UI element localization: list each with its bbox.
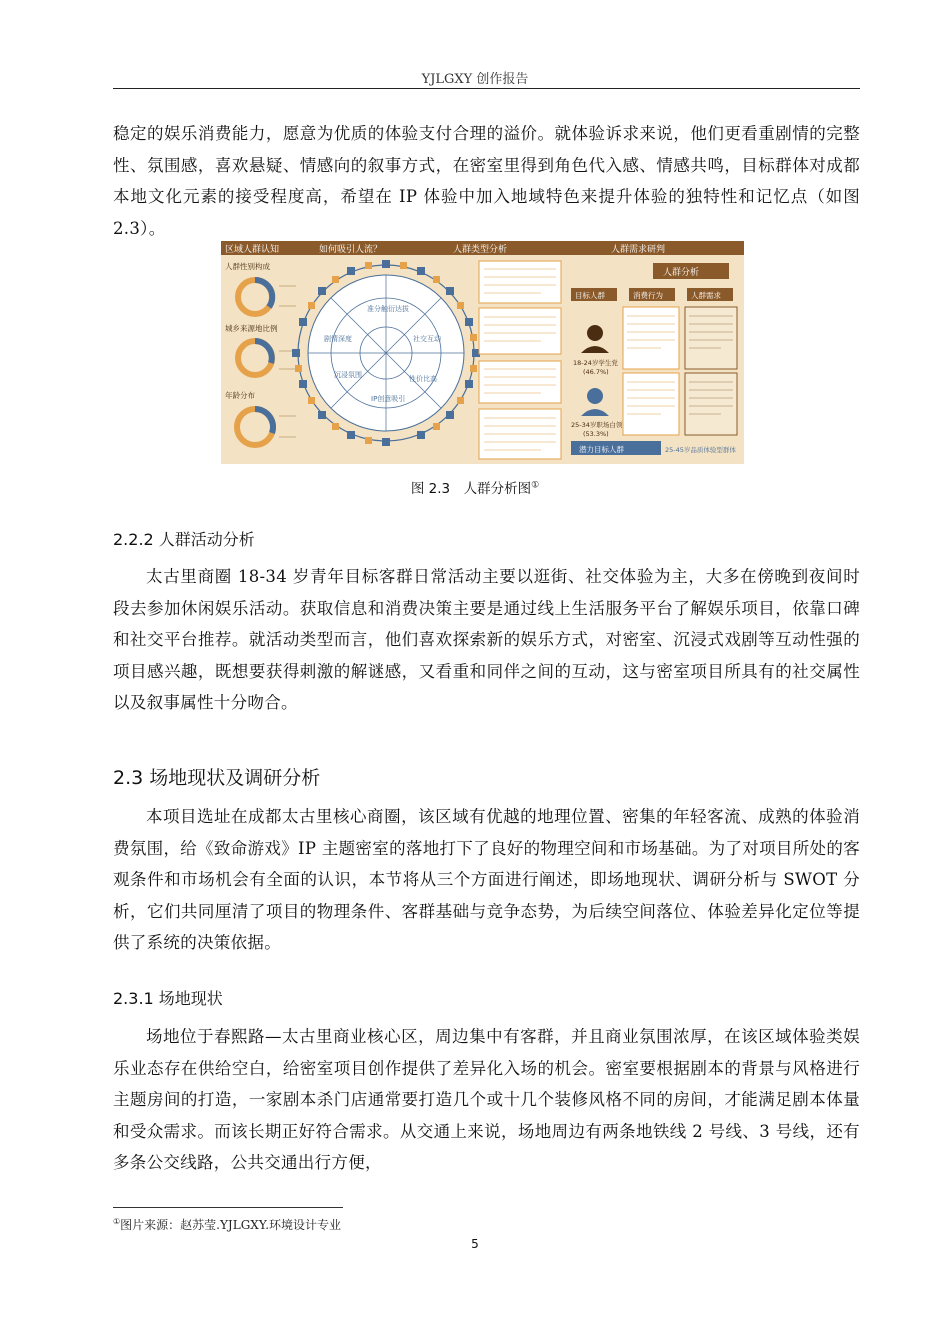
fig-tab-2: 如何吸引人流？ (319, 245, 383, 255)
persona-1: 18-24岁学生党 (573, 359, 618, 367)
section-2-2-2-heading: 2.2.2 人群活动分析 (113, 530, 255, 549)
fig-tab-1: 区域人群认知 (225, 245, 280, 255)
wheel-label-1: 准分触衍达拔 (367, 305, 409, 313)
page-number: 5 (471, 1237, 479, 1251)
running-header: YJLGXY 创作报告 (421, 72, 529, 87)
persona-2: 25-34岁职场白领 (571, 421, 623, 429)
wheel-label-6: IP创意吸引 (371, 395, 406, 403)
section-2-3-1-paragraph: 场地位于春熙路—太古里商业核心区，周边集中有客群，并且商业氛围浓厚，在该区域体验类娱乐业态存在供给空白，给密室项目创作提供了差异化入场的机会。密室要根据剧本的背景与风格进行主题房间的打造，一家剧本杀门店通常要打造几个或十几个装修风格不同的房间，才能满足剧本体量和受众需求。而该长期正好符合需求。从交通上来说，场地周边有两条地铁线 2 号线、3 号线，还有多条公交线路，公共交通出行方便， (113, 1027, 860, 1172)
fig-tab-3: 人群类型分析 (453, 245, 508, 255)
wheel-label-3: 沉浸氛围 (334, 371, 362, 379)
section-2-3-heading: 2.3 场地现状及调研分析 (113, 767, 321, 789)
fig-left-label-2: 城乡来源地比例 (225, 324, 278, 333)
figure-caption-text: 图 2.3 人群分析图 (410, 481, 532, 497)
footnote-rule (113, 1207, 343, 1208)
fig-left-label-3: 年龄分布 (225, 391, 255, 400)
fig-right-title: 人群分析 (663, 268, 700, 278)
header-rule (113, 88, 860, 89)
section-2-3-1-heading: 2.3.1 场地现状 (113, 989, 223, 1008)
persona-1-pct: (46.7%) (583, 368, 609, 376)
fig-bottom-bar: 潜力目标人群 (579, 445, 624, 454)
wheel-label-4: 社交互动 (413, 335, 441, 343)
footnote (113, 1216, 341, 1233)
fig-right-tab-3: 人群需求 (691, 291, 721, 300)
figure-caption-note: ① (531, 480, 540, 491)
fig-tab-4: 人群需求研判 (611, 245, 666, 255)
fig-right-tab-1: 目标人群 (575, 291, 605, 300)
footnote-mark: ① (113, 1217, 121, 1226)
section-2-3-paragraph: 本项目选址在成都太古里核心商圈，该区域有优越的地理位置、密集的年轻客流、成熟的体验消费氛围，给《致命游戏》IP 主题密室的落地打下了良好的物理空间和市场基础。为了对项目所处的客观条件和市场机会有全面的认识，本节将从三个方面进行阐述，即场地现状、调研分析与 SWOT 分析，它们共同厘清了项目的物理条件、客群基础与竞争态势，为后续空间落位、体验差异化定位等提供了系统的决策依据。 (113, 807, 860, 952)
footnote-text: 图片来源：赵苏莹.YJLGXY.环境设计专业 (120, 1218, 342, 1232)
wheel-label-2: 剧情深度 (324, 335, 352, 343)
intro-paragraph: 稳定的娱乐消费能力，愿意为优质的体验支付合理的溢价。就体验诉求来说，他们更看重剧情的完整性、氛围感，喜欢悬疑、情感向的叙事方式，在密室里得到角色代入感、情感共鸣，目标群体对成都本地文化元素的接受程度高，希望在 IP 体验中加入地域特色来提升体验的独特性和记忆点（如图 2.3）。 (113, 124, 860, 238)
section-2-2-2-paragraph: 太古里商圈 18-34 岁青年目标客群日常活动主要以逛街、社交体验为主，大多在傍晚到夜间时段去参加休闲娱乐活动。获取信息和消费决策主要是通过线上生活服务平台了解娱乐项目，依靠口碑和社交平台推荐。就活动类型而言，他们喜欢探索新的娱乐方式，对密室、沉浸式戏剧等互动性强的项目感兴趣，既想要获得刺激的解谜感，又看重和同伴之间的互动，这与密室项目所具有的社交属性以及叙事属性十分吻合。 (113, 567, 860, 712)
wheel-label-5: 性价比高 (409, 375, 437, 383)
fig-right-tab-2: 消费行为 (633, 291, 663, 300)
fig-bottom-note: 25-45岁品质体验型群体 (665, 446, 736, 454)
persona-2-pct: (53.3%) (583, 430, 609, 438)
figure-caption (0, 477, 950, 497)
fig-left-label-1: 人群性别构成 (225, 262, 270, 271)
crowd-analysis-figure (221, 241, 744, 464)
